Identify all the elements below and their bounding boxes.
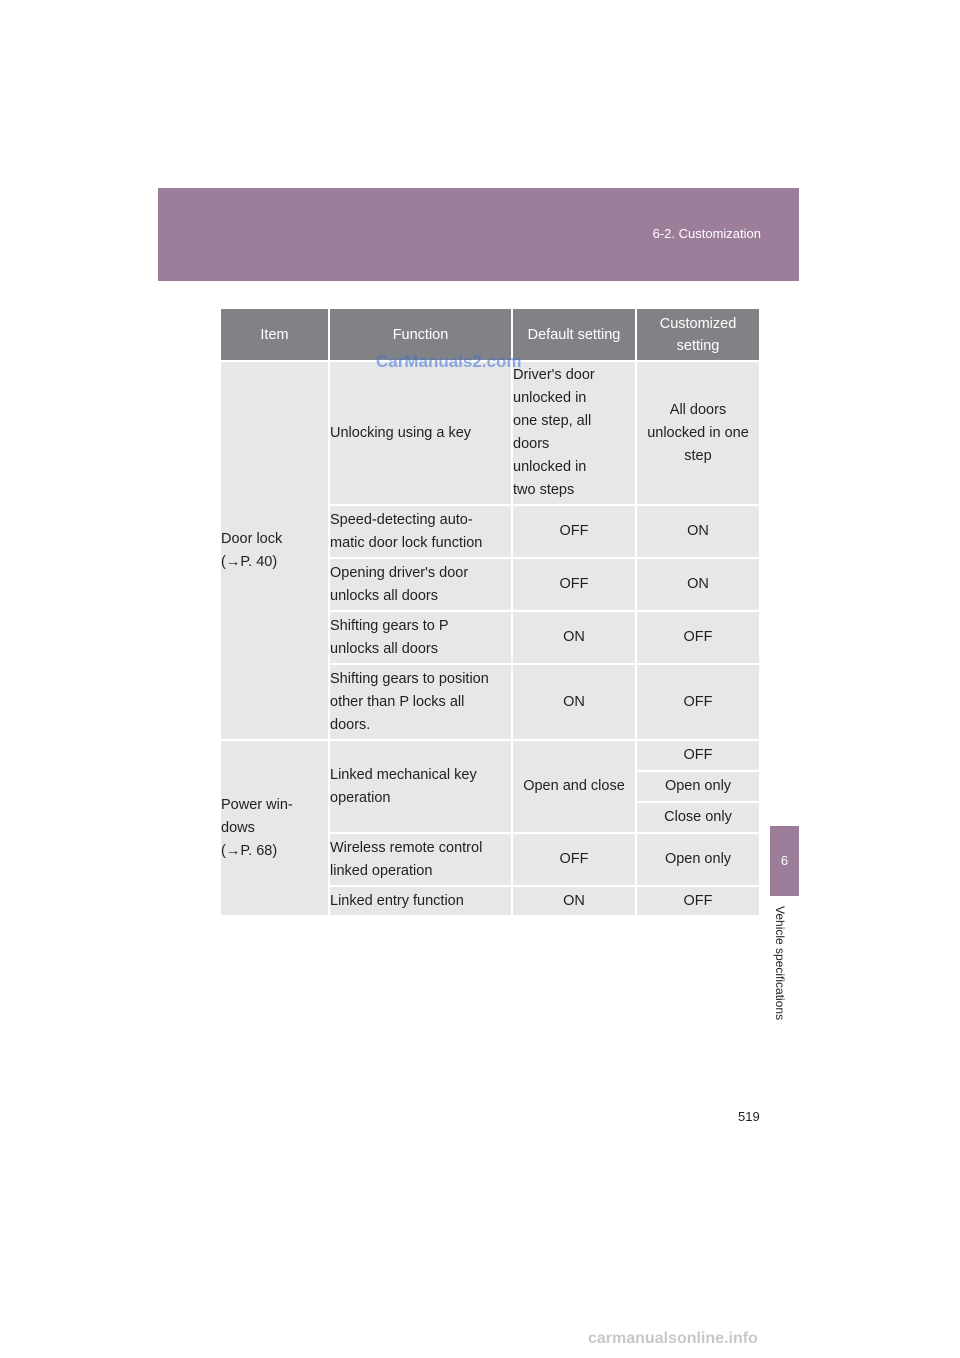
chapter-label: Vehicle specifications xyxy=(773,906,787,1021)
table-row xyxy=(221,740,759,771)
default-cell: OFF xyxy=(512,505,636,558)
function-cell: Linked entry function xyxy=(329,886,512,916)
custom-option-cell: Open only xyxy=(636,771,759,802)
header-item: Item xyxy=(221,309,329,361)
customization-table xyxy=(221,309,759,917)
custom-option-cell: Close only xyxy=(636,802,759,833)
custom-option-cell: OFF xyxy=(636,740,759,771)
table-row xyxy=(221,361,759,505)
chapter-tab: 6 xyxy=(770,826,799,896)
custom-cell: OFF xyxy=(636,611,759,664)
default-cell: OFF xyxy=(512,833,636,886)
default-cell: ON xyxy=(512,886,636,916)
function-cell: Shifting gears to position other than P locks all doors. xyxy=(329,664,512,740)
default-cell: ON xyxy=(512,611,636,664)
function-cell: Wireless remote control linked operation xyxy=(329,833,512,886)
default-cell: Driver's door unlocked in one step, all doors unlocked in two steps xyxy=(512,361,636,505)
function-cell: Opening driver's door unlocks all doors xyxy=(329,558,512,611)
function-cell: Linked mechanical key operation xyxy=(329,740,512,833)
default-cell: Open and close xyxy=(512,740,636,833)
default-cell: OFF xyxy=(512,558,636,611)
header-default-setting: Default setting xyxy=(512,309,636,361)
header-function: Function xyxy=(329,309,512,361)
default-cell: ON xyxy=(512,664,636,740)
custom-cell: ON xyxy=(636,558,759,611)
function-cell: Unlocking using a key xyxy=(329,361,512,505)
footer-watermark: carmanualsonline.info xyxy=(588,1330,758,1347)
custom-cell: All doors unlocked in one step xyxy=(636,361,759,505)
custom-cell: OFF xyxy=(636,886,759,916)
custom-cell: Open only xyxy=(636,833,759,886)
watermark-text: CarManuals2.com xyxy=(376,352,522,371)
section-title: 6-2. Customization xyxy=(652,226,761,241)
item-door-lock: Door lock (→P. 40) xyxy=(221,361,329,740)
function-cell: Speed-detecting auto- matic door lock function xyxy=(329,505,512,558)
page-number: 519 xyxy=(738,1109,760,1124)
header-band xyxy=(158,188,799,281)
header-customized-setting: Customized setting xyxy=(636,309,759,361)
custom-cell: OFF xyxy=(636,664,759,740)
function-cell: Shifting gears to P unlocks all doors xyxy=(329,611,512,664)
item-power-windows: Power win- dows (→P. 68) xyxy=(221,740,329,916)
custom-cell: ON xyxy=(636,505,759,558)
